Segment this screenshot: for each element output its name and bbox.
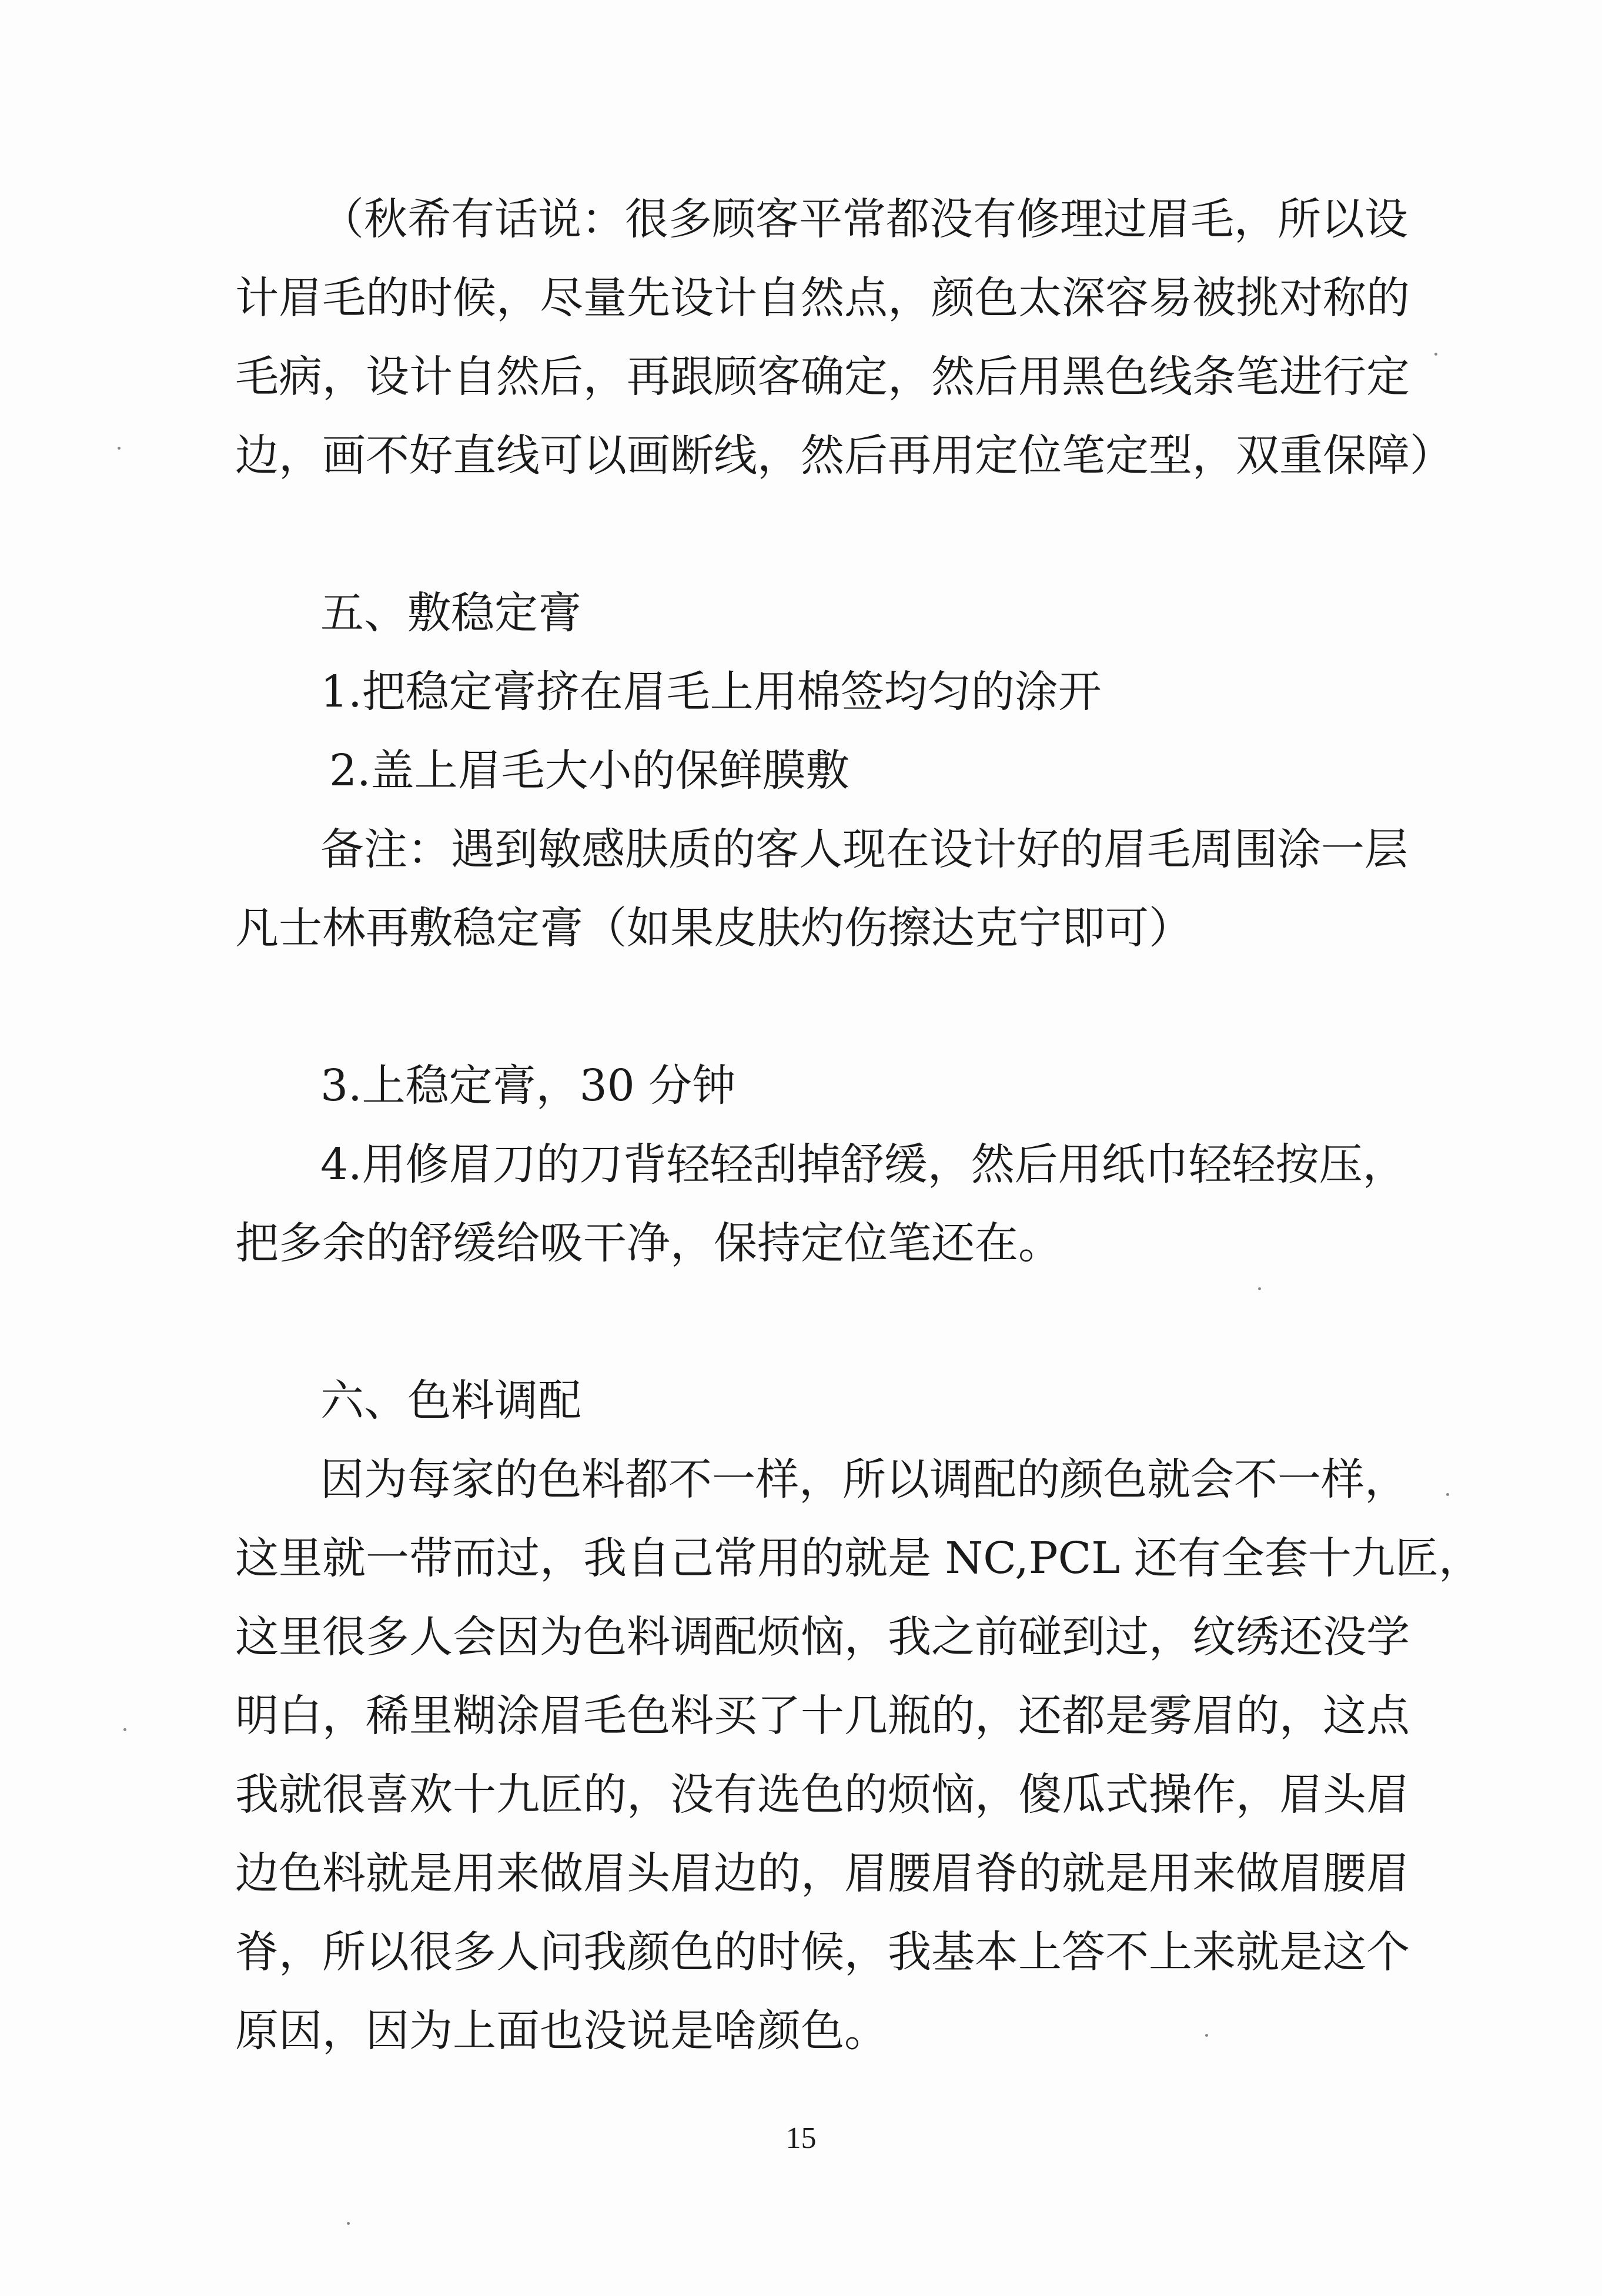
note-line-4: 边，画不好直线可以画断线，然后再用定位笔定型，双重保障） — [235, 430, 1453, 481]
scan-speck — [1258, 1287, 1261, 1290]
section5-remark-line-2: 凡士林再敷稳定膏（如果皮肤灼伤擦达克宁即可） — [235, 903, 1192, 953]
section5-heading: 五、敷稳定膏 — [320, 588, 581, 638]
section6-body-line-7: 脊，所以很多人问我颜色的时候，我基本上答不上来就是这个 — [235, 1927, 1410, 1977]
scan-speck — [1446, 1493, 1449, 1496]
note-line-1: （秋希有话说：很多顾客平常都没有修理过眉毛，所以设 — [320, 194, 1408, 245]
note-line-2: 计眉毛的时候，尽量先设计自然点，颜色太深容易被挑对称的 — [235, 273, 1410, 323]
section6-body-line-2: 这里就一带而过，我自己常用的就是 NC,PCL 还有全套十九匠， — [235, 1533, 1482, 1584]
section5-step4-line-1: 4.用修眉刀的刀背轻轻刮掉舒缓，然后用纸巾轻轻按压， — [320, 1139, 1406, 1190]
scan-speck — [1434, 353, 1437, 356]
page-number: 15 — [785, 2121, 817, 2155]
section6-body-line-5: 我就很喜欢十九匠的，没有选色的烦恼，傻瓜式操作，眉头眉 — [235, 1769, 1410, 1820]
section6-body-line-6: 边色料就是用来做眉头眉边的，眉腰眉脊的就是用来做眉腰眉 — [235, 1848, 1410, 1899]
section6-body-line-4: 明白，稀里糊涂眉毛色料买了十几瓶的，还都是雾眉的，这点 — [235, 1691, 1410, 1741]
scan-speck — [123, 1728, 126, 1731]
section6-body-line-1: 因为每家的色料都不一样，所以调配的颜色就会不一样， — [320, 1454, 1408, 1505]
scan-speck — [118, 447, 121, 450]
scan-speck — [1205, 2034, 1208, 2037]
section6-heading: 六、色料调配 — [320, 1375, 581, 1426]
scan-speck — [347, 2222, 350, 2225]
section6-body-line-8: 原因，因为上面也没说是啥颜色。 — [235, 2006, 888, 2056]
section5-step3: 3.上稳定膏，30 分钟 — [320, 1060, 736, 1111]
section5-step4-line-2: 把多余的舒缓给吸干净，保持定位笔还在。 — [235, 1218, 1062, 1269]
section5-step1: 1.把稳定膏挤在眉毛上用棉签均匀的涂开 — [320, 667, 1102, 717]
section5-step2: 2.盖上眉毛大小的保鲜膜敷 — [329, 745, 850, 796]
section6-body-line-3: 这里很多人会因为色料调配烦恼，我之前碰到过，纹绣还没学 — [235, 1612, 1410, 1662]
section5-remark-line-1: 备注：遇到敏感肤质的客人现在设计好的眉毛周围涂一层 — [320, 824, 1408, 875]
note-line-3: 毛病，设计自然后，再跟顾客确定，然后用黑色线条笔进行定 — [235, 352, 1410, 402]
